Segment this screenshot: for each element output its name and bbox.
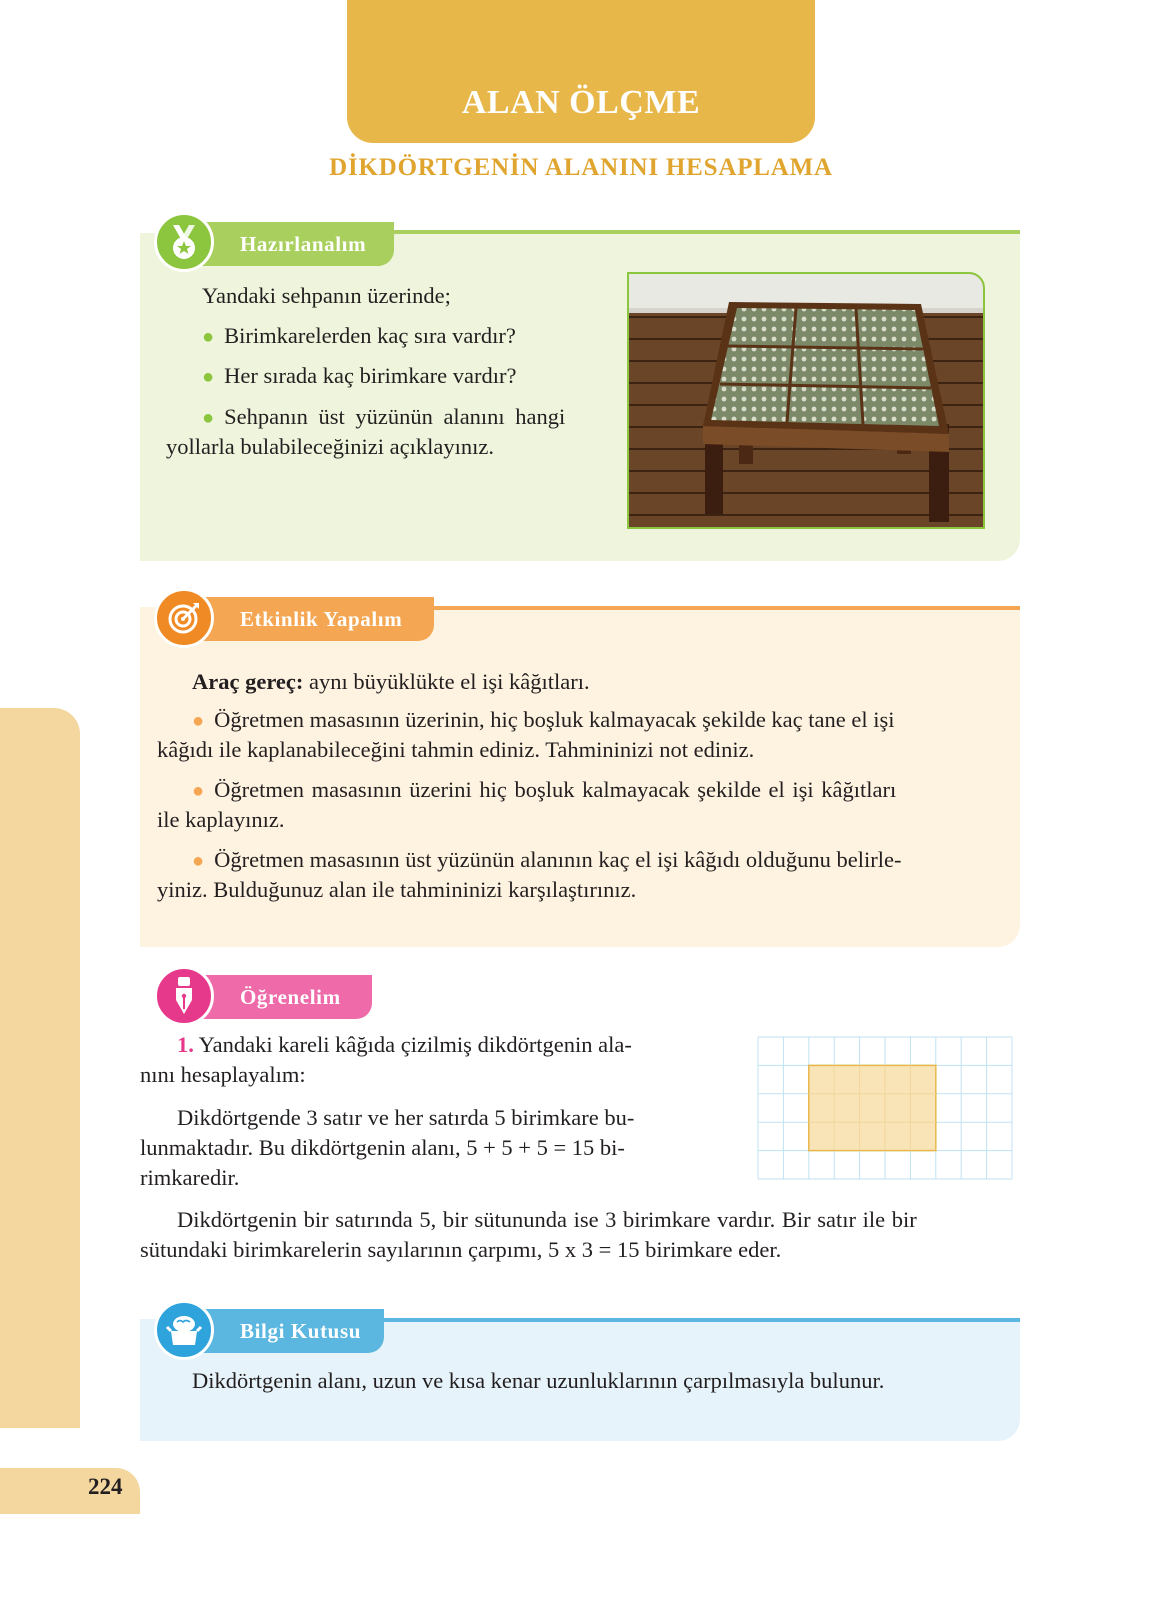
hazirlanalim-question-3: ● Sehpanın üst yüzünün alanını hangi <box>202 404 566 429</box>
hazirlanalim-question-3-cont: yollarla bulabileceğinizi açıklayınız. <box>166 434 494 459</box>
hazirlanalim-question-1: ● Birimkarelerden kaç sıra vardır? <box>202 323 516 348</box>
bilgi-rule <box>382 1318 1020 1322</box>
page-title: ALAN ÖLÇME <box>461 84 701 121</box>
etkinlik-item-1: ● Öğretmen masasının üzerinin, hiç boşluk kalmayacak şekilde kaç tane el işi <box>192 707 895 732</box>
ogrenelim-p2: Dikdörtgende 3 satır ve her satırda 5 birimkare bu- <box>177 1105 635 1130</box>
medal-icon <box>154 212 214 272</box>
ogrenelim-p2-cont-2: rimkaredir. <box>140 1165 240 1190</box>
ogrenelim-p1: 1. Yandaki kareli kâğıda çizilmiş dikdörtgenin ala- <box>177 1032 632 1057</box>
etkinlik-label: Etkinlik Yapalım <box>168 597 434 641</box>
target-icon <box>154 588 214 648</box>
page-subtitle: DİKDÖRTGENİN ALANINI HESAPLAMA <box>329 154 833 181</box>
etkinlik-rule <box>432 606 1020 610</box>
etkinlik-item-2: ● Öğretmen masasının üzerini hiç boşluk kalmayacak şekilde el işi kâğıtları <box>192 777 897 802</box>
etkinlik-item-1-cont: kâğıdı ile kaplanabileceğini tahmin ediniz. Tahmininizi not ediniz. <box>157 737 755 762</box>
hazirlanalim-label: Hazırlanalım <box>168 222 394 266</box>
hazirlanalim-intro: Yandaki sehpanın üzerinde; <box>202 283 451 308</box>
side-decoration <box>0 708 80 1428</box>
page-number: 224 <box>88 1474 123 1499</box>
ogrenelim-p2-cont: lunmaktadır. Bu dikdörtgenin alanı, 5 + 5 + 5 = 15 bi- <box>140 1135 625 1160</box>
etkinlik-item-3: ● Öğretmen masasının üst yüzünün alanının kaç el işi kâğıdı olduğunu belirle- <box>192 847 902 872</box>
highlighted-rectangle <box>809 1065 936 1150</box>
ogrenelim-p3: Dikdörtgenin bir satırında 5, bir sütununda ise 3 birimkare vardır. Bir satır ile bir <box>177 1207 917 1232</box>
bilgi-text: Dikdörtgenin alanı, uzun ve kısa kenar uzunluklarının çarpılmasıyla bulunur. <box>192 1368 885 1393</box>
hazirlanalim-rule <box>390 230 1020 234</box>
ogrenelim-p1-cont: nını hesaplayalım: <box>140 1062 306 1087</box>
hazirlanalim-question-2: ● Her sırada kaç birimkare vardır? <box>202 363 517 388</box>
grid-figure <box>757 1036 1013 1181</box>
brain-box-icon <box>154 1300 214 1360</box>
etkinlik-tools: Araç gereç: aynı büyüklükte el işi kâğıtları. <box>192 669 590 694</box>
ogrenelim-label: Öğrenelim <box>168 975 372 1019</box>
fountain-pen-icon <box>154 966 214 1026</box>
etkinlik-item-2-cont: ile kaplayınız. <box>157 807 285 832</box>
ogrenelim-p3-cont: sütundaki birimkarelerin sayılarının çarpımı, 5 x 3 = 15 birimkare eder. <box>140 1237 782 1262</box>
etkinlik-item-3-cont: yiniz. Bulduğunuz alan ile tahmininizi karşılaştırınız. <box>157 877 637 902</box>
bilgi-label: Bilgi Kutusu <box>168 1309 384 1353</box>
coffee-table-photo <box>627 272 985 529</box>
